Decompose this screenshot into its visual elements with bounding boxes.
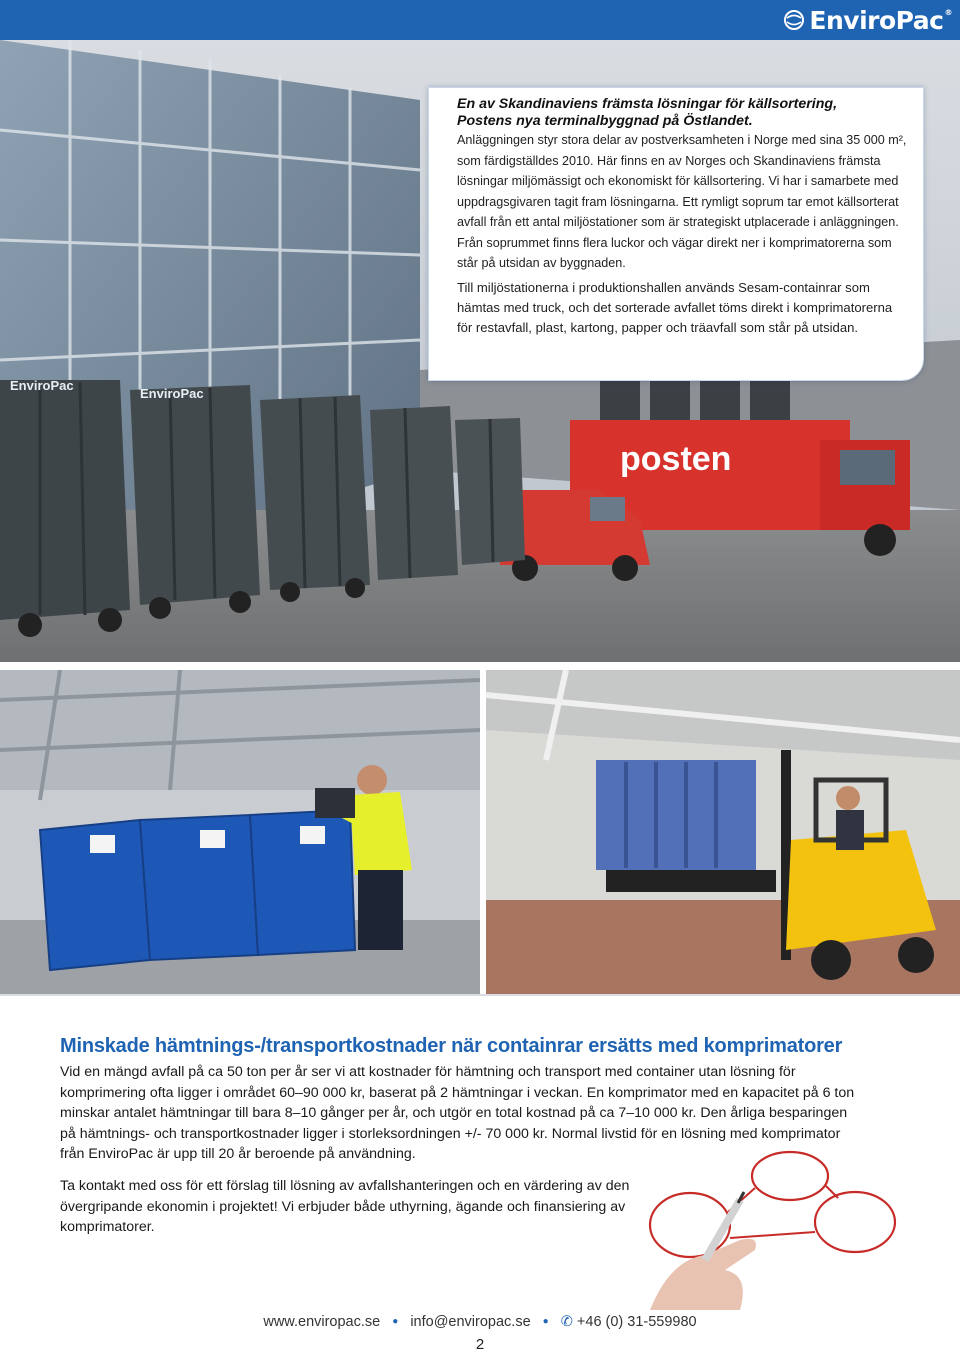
forklift-photo (486, 670, 960, 994)
email-link[interactable]: info@enviropac.se (410, 1314, 531, 1330)
page-number: 2 (475, 1336, 485, 1353)
sorting-station-photo (0, 670, 480, 994)
callout-box (428, 87, 924, 381)
callout-title-line1: En av Skandinaviens främsta lösningar för källsortering, (457, 96, 838, 112)
logo-globe-icon (783, 9, 805, 31)
phone-icon: ✆ (560, 1314, 573, 1330)
enviropac-logo (783, 4, 952, 36)
phone-number[interactable]: +46 (0) 31-559980 (576, 1314, 697, 1330)
section-body: Vid en mängd avfall på ca 50 ton per år ser vi att kostnader för hämtning och transport med container utan lösning för komprimering ofta ligger i området 60–90 000 kr, baserat på 2 hämtningar i veckan. En komprimator med en kapacitet på 6 ton minskar antalet hämtningar till bara 8–10 gånger per år, och utgör en total kostnad på ca 7–10 000 kr. Den årliga besparingen på hämtnings- och transportkostnader ligger i storleksordningen +/- 70 000 kr. Normal livstid för en lösning med komprimator från EnviroPac är upp till 20 år beroende på användning. (60, 1064, 855, 1162)
callout-paragraph: Anläggningen styr stora delar av postverksamheten i Norge med sina 35 000 m², som färdigställdes 2010. Här finns en av Norges och Skandinaviens främsta lösningar miljömässigt och ekonomiskt för källsortering. Vi har i samarbete med uppdragsgivaren tagit fram lösningarna. Ett rymligt soprum tar emot källsorterat avfall från ett antal miljöstationer som är strategiskt utplacerade i anläggningen. Från soprummet finns flera luckor och vägar direkt ner i komprimatorerna som står på utsidan av byggnaden. (457, 133, 907, 270)
container-label: EnviroPac (10, 378, 74, 393)
website-link[interactable]: www.enviropac.se (263, 1314, 381, 1330)
registered-mark: ® (944, 8, 952, 17)
contact-paragraph: Ta kontakt med oss för ett förslag till lösning av avfallshanteringen och en värdering av den övergripande ekonomin i projektet! Vi erbjuder både uthyrning, ägande och finansiering av komprimatorer. (60, 1178, 630, 1235)
photo-left (0, 670, 480, 994)
container-label: EnviroPac (140, 386, 204, 401)
truck-logo: posten (620, 440, 732, 478)
callout-title-line2: Postens nya terminalbyggnad på Östlandet. (457, 113, 753, 129)
footer (0, 1314, 960, 1330)
section-title: Minskade hämtnings-/transportkostnader när containrar ersätts med komprimatorer (60, 1035, 843, 1057)
header-bar (0, 0, 960, 40)
separator-dot-icon: ● (392, 1316, 399, 1327)
section-divider (0, 994, 960, 996)
logo-text: EnviroPac (809, 5, 944, 35)
callout-title (457, 96, 909, 130)
separator-dot-icon: ● (542, 1316, 549, 1327)
callout-paragraph: Till miljöstationerna i produktionshallen används Sesam-containrar som hämtas med truck, och det sorterade avfallet töms direkt i komprimatorerna för restavfall, plast, kartong, papper och träavfall som står på utsidan. (457, 279, 893, 335)
hand-drawing-circles-illustration (630, 1150, 930, 1310)
photo-right (486, 670, 960, 994)
